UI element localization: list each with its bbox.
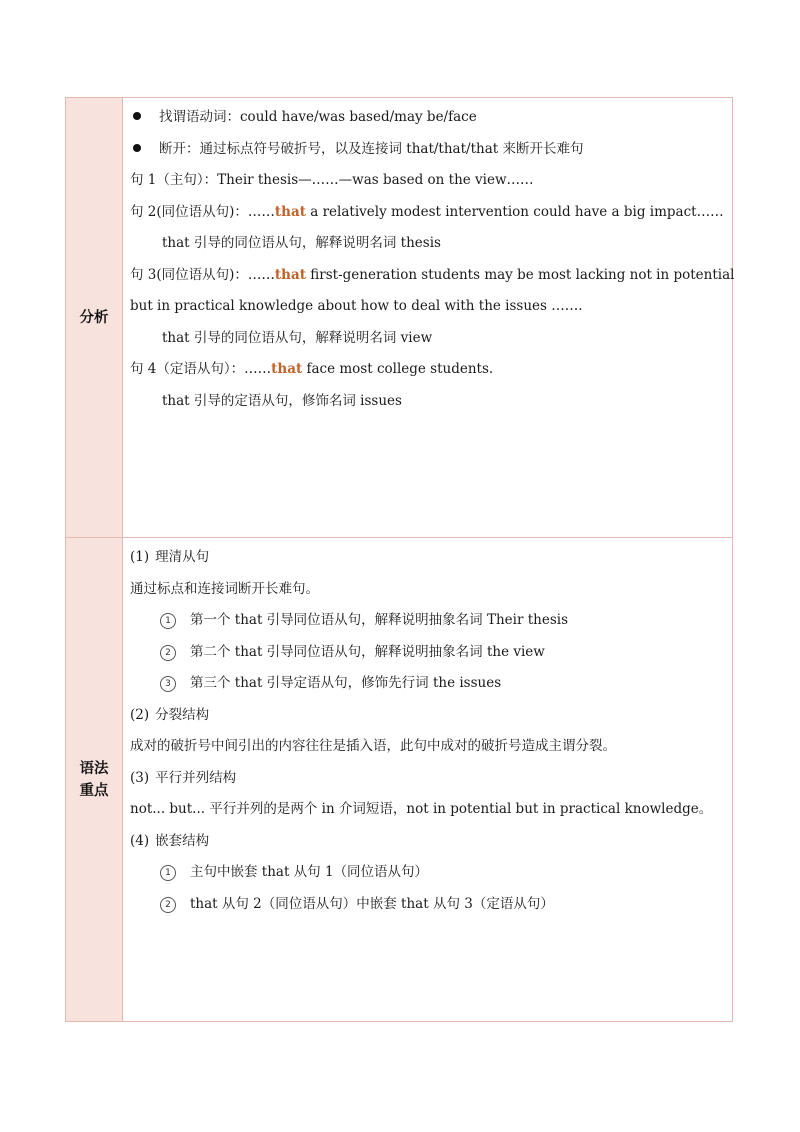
circled-number-icon: 3 <box>160 676 176 692</box>
sentence-3: 句 3(同位语从句)：……that first-generation students may be most lacking not in potential <box>130 266 735 283</box>
analysis-row <box>66 98 735 538</box>
heading-nested-structure: (4) 嵌套结构 <box>130 832 210 849</box>
split-structure-text: 成对的破折号中间引出的内容往往是插入语，此句中成对的破折号造成主谓分裂。 <box>130 738 616 754</box>
clause-item: 2 第二个 that 引导同位语从句，解释说明抽象名词 the view <box>130 637 728 669</box>
bullet-split: 断开：通过标点符号破折号，以及连接词 that/that/that 来断开长难句 <box>130 134 734 166</box>
clauses-intro: 通过标点和连接词断开长难句。 <box>130 580 319 597</box>
heading-clauses: (1) 理清从句 <box>130 549 210 565</box>
sentence-2: 句 2(同位语从句)：……that a relatively modest intervention could have a big impact…… <box>130 203 724 220</box>
sentence-4: 句 4（定语从句）：……that face most college students. <box>130 361 494 377</box>
nested-item: 2 that 从句 2（同位语从句）中嵌套 that 从句 3（定语从句） <box>130 889 728 921</box>
analysis-content <box>123 98 738 537</box>
heading-parallel-structure: (3) 平行并列结构 <box>130 769 237 786</box>
sentence-2-note: that 引导的同位语从句，解释说明名词 thesis <box>162 235 441 251</box>
circled-number-icon: 2 <box>160 897 176 913</box>
grammar-label: 语法 重点 <box>79 760 109 799</box>
analysis-label-cell <box>66 98 123 537</box>
bullet-icon <box>133 144 141 152</box>
keyword-that: that <box>274 203 306 220</box>
sentence-1: 句 1（主句）：Their thesis—……—was based on the view…… <box>130 172 534 188</box>
bullet-icon <box>133 112 141 120</box>
analysis-label: 分析 <box>79 309 109 326</box>
circled-number-icon: 1 <box>160 613 176 629</box>
grammar-content <box>123 538 732 1021</box>
nested-item: 1 主句中嵌套 that 从句 1（同位语从句） <box>130 857 728 889</box>
heading-split-structure: (2) 分裂结构 <box>130 706 210 723</box>
parallel-structure-text: not... but... 平行并列的是两个 in 介词短语，not in potential but in practical knowledge。 <box>130 801 713 817</box>
clause-item: 3 第三个 that 引导定语从句，修饰先行词 the issues <box>130 668 728 700</box>
bullet-predicate: 找谓语动词：could have/was based/may be/face <box>130 102 734 134</box>
keyword-that: that <box>271 361 303 377</box>
clause-item: 1 第一个 that 引导同位语从句，解释说明抽象名词 Their thesis <box>130 605 728 637</box>
circled-number-icon: 1 <box>160 865 176 881</box>
sentence-3-note: that 引导的同位语从句，解释说明名词 view <box>162 329 433 346</box>
sentence-3-continued: but in practical knowledge about how to deal with the issues ……. <box>130 298 583 314</box>
grammar-row <box>66 538 732 1021</box>
sentence-4-note: that 引导的定语从句，修饰名词 issues <box>162 392 402 409</box>
circled-number-icon: 2 <box>160 645 176 661</box>
analysis-table <box>65 97 733 1022</box>
grammar-label-cell <box>66 538 123 1021</box>
keyword-that: that <box>274 266 306 283</box>
